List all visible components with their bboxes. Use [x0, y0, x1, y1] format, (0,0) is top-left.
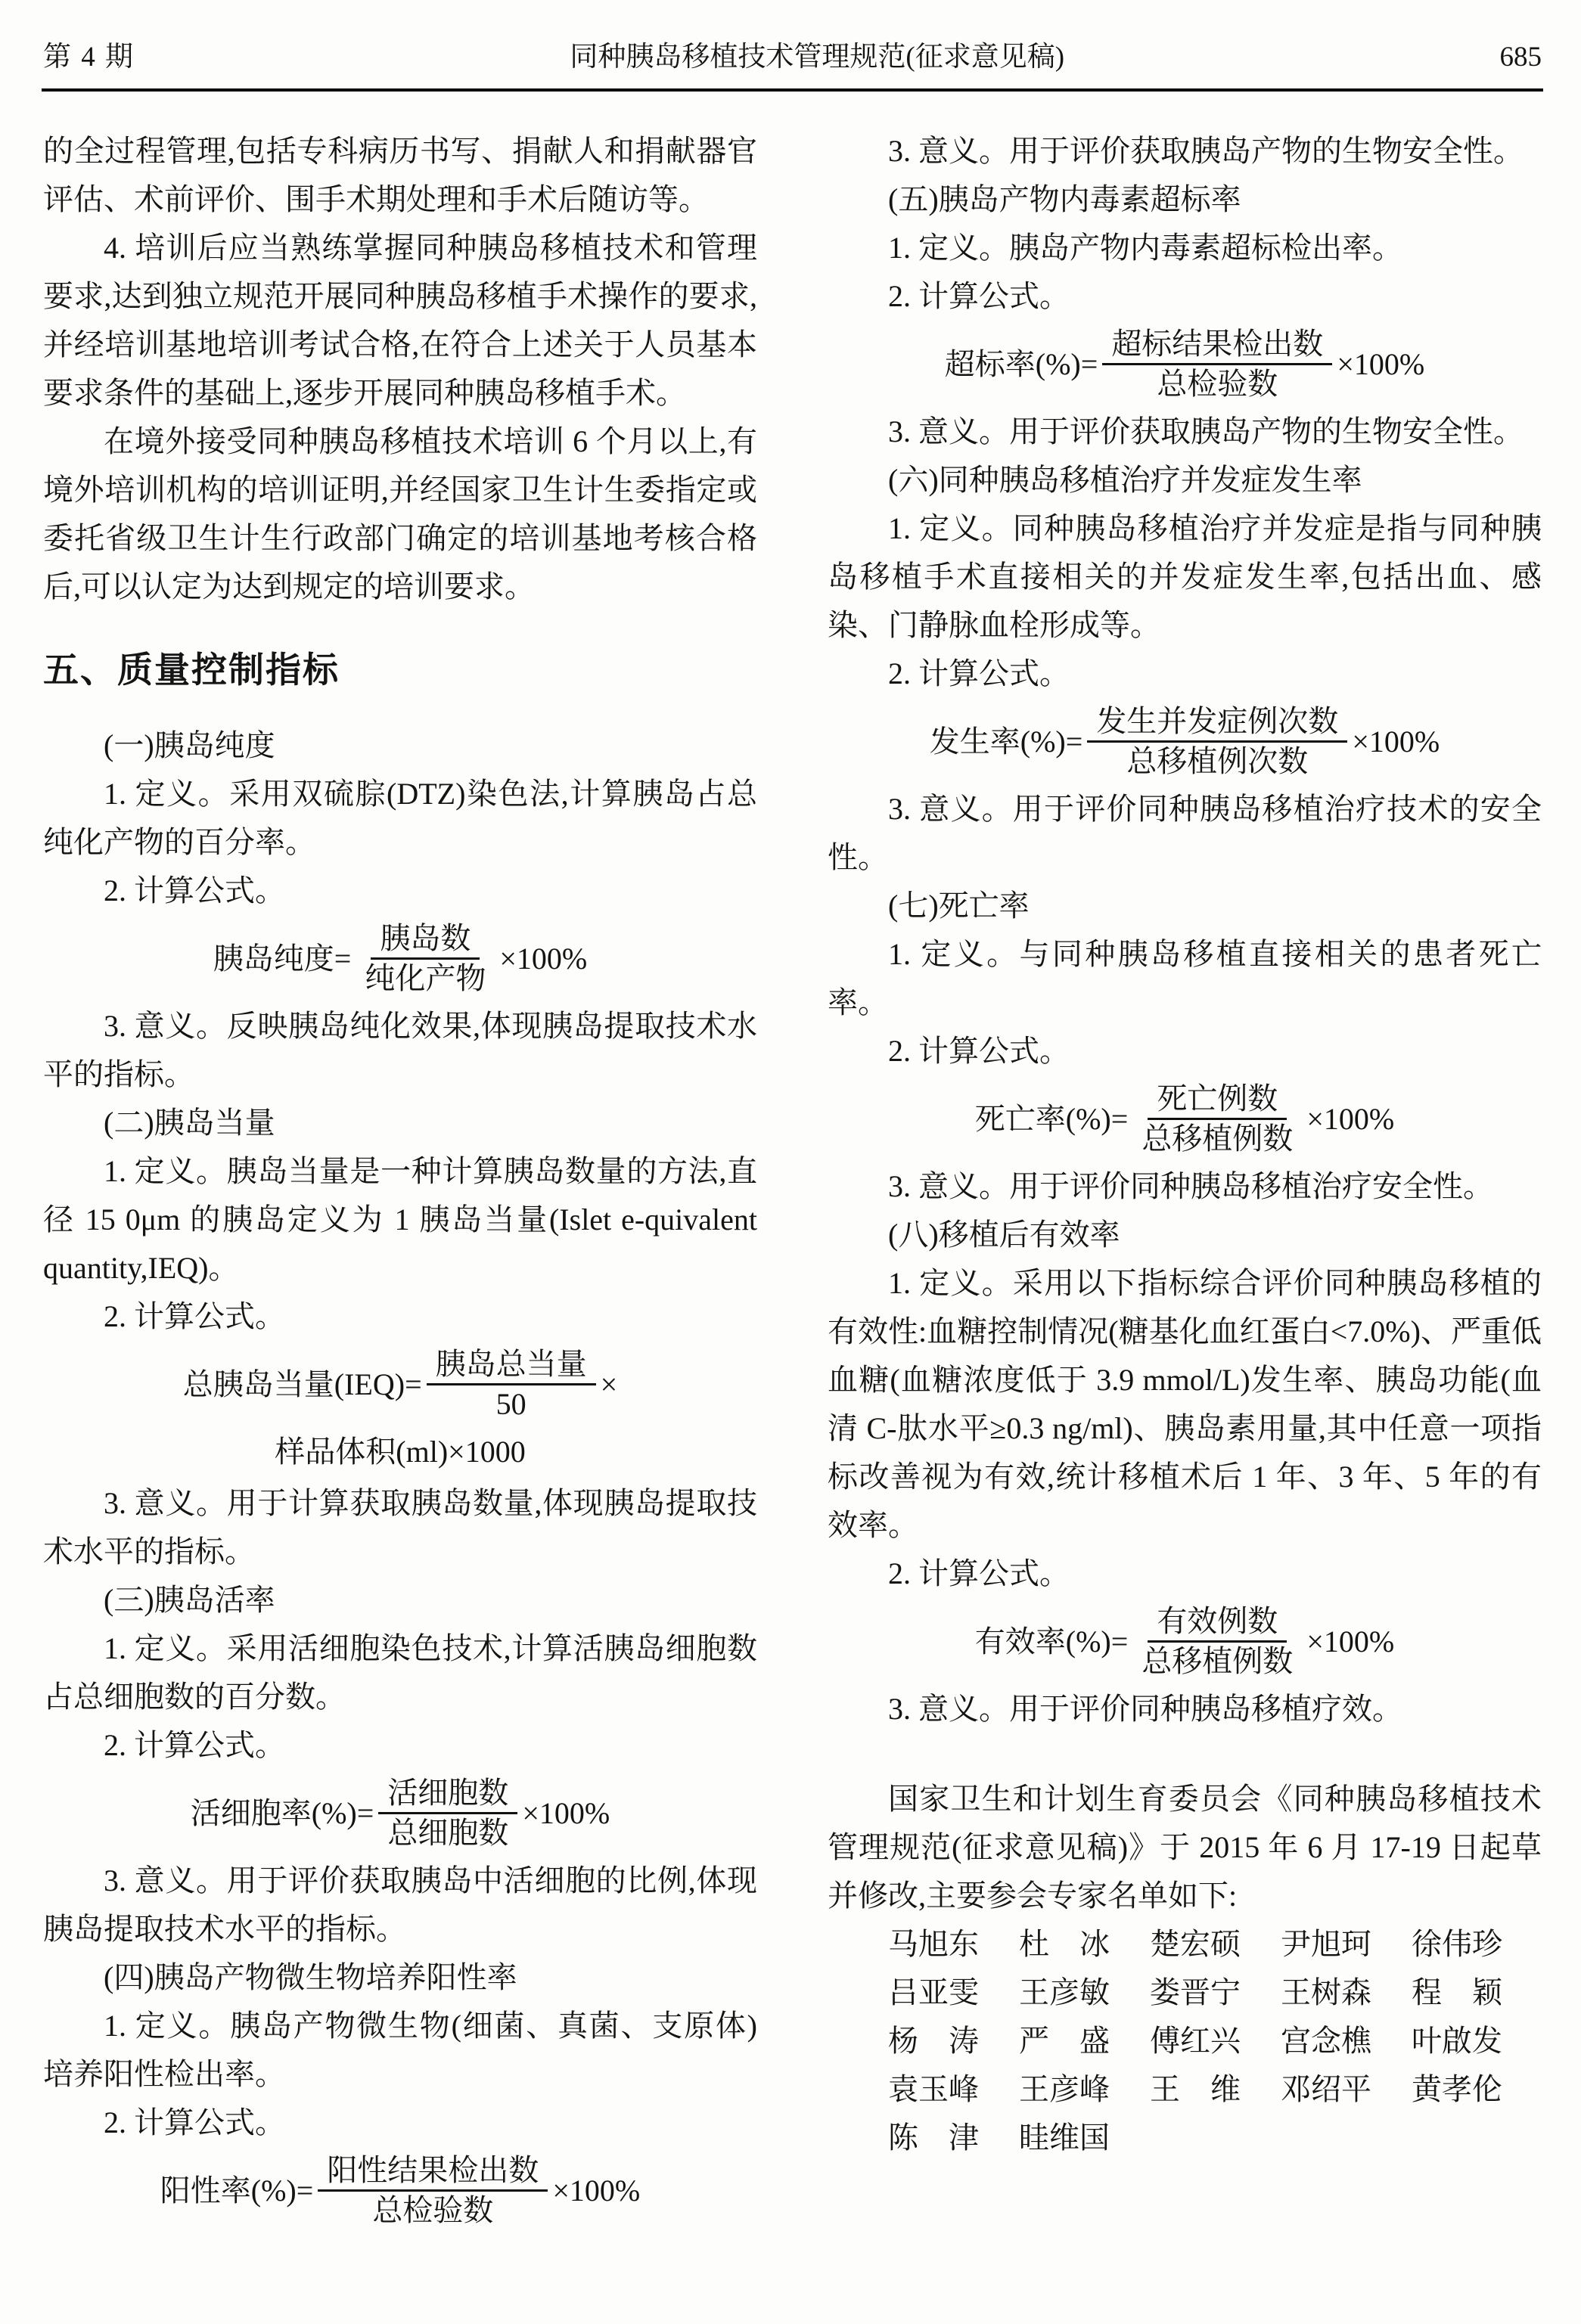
fraction-denominator: 50: [495, 1387, 526, 1421]
fraction-denominator: 总检验数: [372, 2193, 494, 2227]
fraction-denominator: 总细胞数: [387, 1816, 509, 1850]
expert-name: 陈 津: [888, 2121, 979, 2155]
formula-suffix: ×100%: [1306, 1624, 1395, 1658]
formula-lhs: 活细胞率(%)=: [190, 1795, 374, 1830]
fraction: [1102, 327, 1332, 401]
expert-name: 杨 涛: [888, 2024, 979, 2058]
fraction-numerator: 活细胞数: [378, 1776, 517, 1814]
para-complication-significance: 3. 意义。用于评价同种胰岛移植治疗技术的安全性。: [828, 792, 1542, 874]
expert-name: 眭维国: [1019, 2121, 1110, 2155]
subsection-title-effective-rate: (八)移植后有效率: [888, 1218, 1120, 1252]
subsection-title-microbial-positive-rate: (四)胰岛产物微生物培养阳性率: [104, 1960, 517, 1994]
fraction: [1087, 705, 1347, 778]
right-column: [828, 127, 1542, 2234]
fraction-numerator: 胰岛数: [371, 922, 480, 960]
subsection-title-islet-viability: (三)胰岛活率: [104, 1583, 275, 1617]
para-process-management: 的全过程管理,包括专科病历书写、捐献人和捐献器官评估、术前评价、围手术期处理和手术后随访等。: [43, 134, 757, 216]
para-mortality-formula-label: 2. 计算公式。: [888, 1034, 1070, 1068]
para-islet-equivalent-formula-label: 2. 计算公式。: [104, 1299, 285, 1333]
fraction-denominator: 总移植例数: [1141, 1122, 1294, 1156]
running-title: 同种胰岛移植技术管理规范(征求意见稿): [570, 42, 1065, 73]
formula-complication-incidence: [828, 705, 1542, 778]
expert-name: 尹旭珂: [1281, 1927, 1371, 1961]
subsection-title-mortality: (七)死亡率: [888, 889, 1030, 923]
para-islet-equivalent-significance: 3. 意义。用于计算获取胰岛数量,体现胰岛提取技术水平的指标。: [43, 1486, 757, 1568]
subsection-title-islet-purity: (一)胰岛纯度: [104, 728, 275, 762]
expert-name: 娄晋宁: [1150, 1975, 1241, 2009]
para-microbial-significance: 3. 意义。用于评价获取胰岛产物的生物安全性。: [888, 134, 1524, 168]
expert-name: 王彦敏: [1019, 1975, 1110, 2009]
formula-suffix: ×100%: [522, 1795, 610, 1830]
formula-lhs: 总胰岛当量(IEQ)=: [182, 1367, 422, 1401]
formula-positive-rate: [43, 2154, 757, 2227]
para-endotoxin-significance: 3. 意义。用于评价获取胰岛产物的生物安全性。: [888, 414, 1524, 448]
expert-name: 袁玉峰: [888, 2072, 979, 2106]
fraction-numerator: 死亡例数: [1148, 1082, 1287, 1120]
expert-row: [888, 2114, 1542, 2162]
para-endotoxin-definition: 1. 定义。胰岛产物内毒素超标检出率。: [888, 231, 1402, 265]
expert-name: 杜 冰: [1019, 1927, 1110, 1961]
para-microbial-formula-label: 2. 计算公式。: [104, 2105, 285, 2139]
formula-lhs: 胰岛纯度=: [213, 941, 352, 976]
expert-name: 叶啟发: [1412, 2024, 1502, 2058]
para-overseas-training: 在境外接受同种胰岛移植技术培训 6 个月以上,有境外培训机构的培训证明,并经国家卫生计生委指定或委托省级卫生计生行政部门确定的培训基地考核合格后,可以认定为达到规定的培训要求。: [43, 424, 757, 603]
formula-lhs: 超标率(%)=: [944, 346, 1098, 381]
fraction-numerator: 阳性结果检出数: [318, 2154, 548, 2192]
formula-suffix: ×100%: [1306, 1101, 1395, 1136]
para-islet-equivalent-definition: 1. 定义。胰岛当量是一种计算胰岛数量的方法,直径 15 0μm 的胰岛定义为 1 胰岛当量(Islet e-quivalent quantity,IEQ)。: [43, 1154, 757, 1285]
para-islet-viability-significance: 3. 意义。用于评价获取胰岛中活细胞的比例,体现胰岛提取技术水平的指标。: [43, 1863, 757, 1946]
para-islet-purity-significance: 3. 意义。反映胰岛纯化效果,体现胰岛提取技术水平的指标。: [43, 1009, 757, 1091]
formula-suffix: ×: [600, 1367, 618, 1401]
fraction: [378, 1776, 517, 1850]
fraction-denominator: 总检验数: [1157, 367, 1278, 401]
section-heading-quality-control: 五、质量控制指标: [43, 650, 340, 690]
expert-name: 徐伟珍: [1412, 1927, 1502, 1961]
para-training-requirement: 4. 培训后应当熟练掌握同种胰岛移植技术和管理要求,达到独立规范开展同种胰岛移植手术操作的要求,并经培训基地培训考试合格,在符合上述关于人员基本要求条件的基础上,逐步开展同种胰岛移植手术。: [43, 231, 757, 410]
para-effective-significance: 3. 意义。用于评价同种胰岛移植疗效。: [888, 1692, 1402, 1726]
formula-suffix: ×100%: [499, 941, 588, 976]
formula-mortality-rate: [828, 1082, 1542, 1156]
expert-name: 严 盛: [1019, 2024, 1110, 2058]
formula-suffix: ×100%: [552, 2173, 641, 2208]
expert-name: 宫念樵: [1281, 2024, 1371, 2058]
expert-row: [888, 2017, 1542, 2065]
article-body: [43, 127, 1542, 2234]
para-microbial-definition: 1. 定义。胰岛产物微生物(细菌、真菌、支原体)培养阳性检出率。: [43, 2009, 757, 2091]
expert-row: [888, 2065, 1542, 2114]
subsection-title-complication-rate: (六)同种胰岛移植治疗并发症发生率: [888, 463, 1362, 497]
fraction: [1132, 1605, 1302, 1678]
para-complication-definition: 1. 定义。同种胰岛移植治疗并发症是指与同种胰岛移植手术直接相关的并发症发生率,包括出血、感染、门静脉血栓形成等。: [828, 511, 1542, 642]
fraction-numerator: 发生并发症例次数: [1087, 705, 1347, 743]
expert-name: 黄孝伦: [1412, 2072, 1502, 2106]
left-column: [43, 127, 757, 2234]
formula-exceed-rate: [828, 327, 1542, 401]
fraction-numerator: 胰岛总当量: [427, 1348, 596, 1385]
fraction: [356, 922, 495, 995]
subsection-title-endotoxin-rate: (五)胰岛产物内毒素超标率: [888, 182, 1241, 216]
fraction-denominator: 纯化产物: [365, 961, 486, 995]
formula-lhs: 有效率(%)=: [974, 1624, 1129, 1658]
formula-islet-purity: [43, 922, 757, 995]
expert-name-list: [828, 1920, 1542, 2162]
formula-lhs: 死亡率(%)=: [974, 1101, 1129, 1136]
para-mortality-significance: 3. 意义。用于评价同种胰岛移植治疗安全性。: [888, 1169, 1493, 1203]
formula-total-islet-equivalent: [43, 1348, 757, 1421]
expert-name: 王彦峰: [1019, 2072, 1110, 2106]
expert-name: 王 维: [1150, 2072, 1241, 2106]
subsection-title-islet-equivalent: (二)胰岛当量: [104, 1106, 275, 1140]
header-rule: [42, 88, 1543, 92]
para-drafting-note: 国家卫生和计划生育委员会《同种胰岛移植技术管理规范(征求意见稿)》于 2015 年 6 月 17-19 日起草并修改,主要参会专家名单如下:: [828, 1782, 1542, 1913]
expert-name: 吕亚雯: [888, 1975, 979, 2009]
fraction: [318, 2154, 548, 2227]
formula-effective-rate: [828, 1605, 1542, 1678]
para-islet-viability-definition: 1. 定义。采用活细胞染色技术,计算活胰岛细胞数占总细胞数的百分数。: [43, 1631, 757, 1714]
issue-label: 第 4 期: [43, 42, 135, 73]
fraction-numerator: 有效例数: [1148, 1605, 1287, 1643]
formula-lhs: 发生率(%)=: [929, 724, 1083, 759]
expert-name: 王树森: [1281, 1975, 1371, 2009]
formula-total-islet-equivalent-line2: 样品体积(ml)×1000: [275, 1435, 526, 1469]
expert-row: [888, 1969, 1542, 2017]
para-effective-definition: 1. 定义。采用以下指标综合评价同种胰岛移植的有效性:血糖控制情况(糖基化血红蛋白<7.0%)、严重低血糖(血糖浓度低于 3.9 mmol/L)发生率、胰岛功能(血清 C-肽水平≥0.3 ng/ml)、胰岛素用量,其中任意一项指标改善视为有效,统计移植术后 1 年、3 年、5 年的有效率。: [828, 1266, 1542, 1542]
formula-lhs: 阳性率(%)=: [160, 2173, 314, 2208]
fraction: [1132, 1082, 1302, 1156]
para-complication-formula-label: 2. 计算公式。: [888, 656, 1070, 690]
expert-name: 邓绍平: [1281, 2072, 1371, 2106]
fraction-denominator: 总移植例数: [1141, 1644, 1294, 1678]
expert-name: 马旭东: [888, 1927, 979, 1961]
expert-name: 程 颖: [1412, 1975, 1502, 2009]
para-mortality-definition: 1. 定义。与同种胰岛移植直接相关的患者死亡率。: [828, 937, 1542, 1019]
para-islet-viability-formula-label: 2. 计算公式。: [104, 1728, 285, 1762]
fraction-numerator: 超标结果检出数: [1102, 327, 1332, 365]
expert-name: 傅红兴: [1150, 2024, 1241, 2058]
formula-suffix: ×100%: [1337, 346, 1425, 381]
page-number: 685: [1499, 42, 1542, 73]
fraction-denominator: 总移植例次数: [1126, 744, 1309, 778]
expert-name: 楚宏硕: [1150, 1927, 1241, 1961]
para-endotoxin-formula-label: 2. 计算公式。: [888, 279, 1070, 313]
expert-row: [888, 1920, 1542, 1969]
fraction: [427, 1348, 596, 1421]
formula-viable-cell-rate: [43, 1776, 757, 1850]
page-header: [43, 42, 1542, 73]
formula-suffix: ×100%: [1352, 724, 1440, 759]
para-effective-formula-label: 2. 计算公式。: [888, 1556, 1070, 1590]
para-islet-purity-formula-label: 2. 计算公式。: [104, 873, 285, 908]
para-islet-purity-definition: 1. 定义。采用双硫腙(DTZ)染色法,计算胰岛占总纯化产物的百分率。: [43, 777, 757, 859]
